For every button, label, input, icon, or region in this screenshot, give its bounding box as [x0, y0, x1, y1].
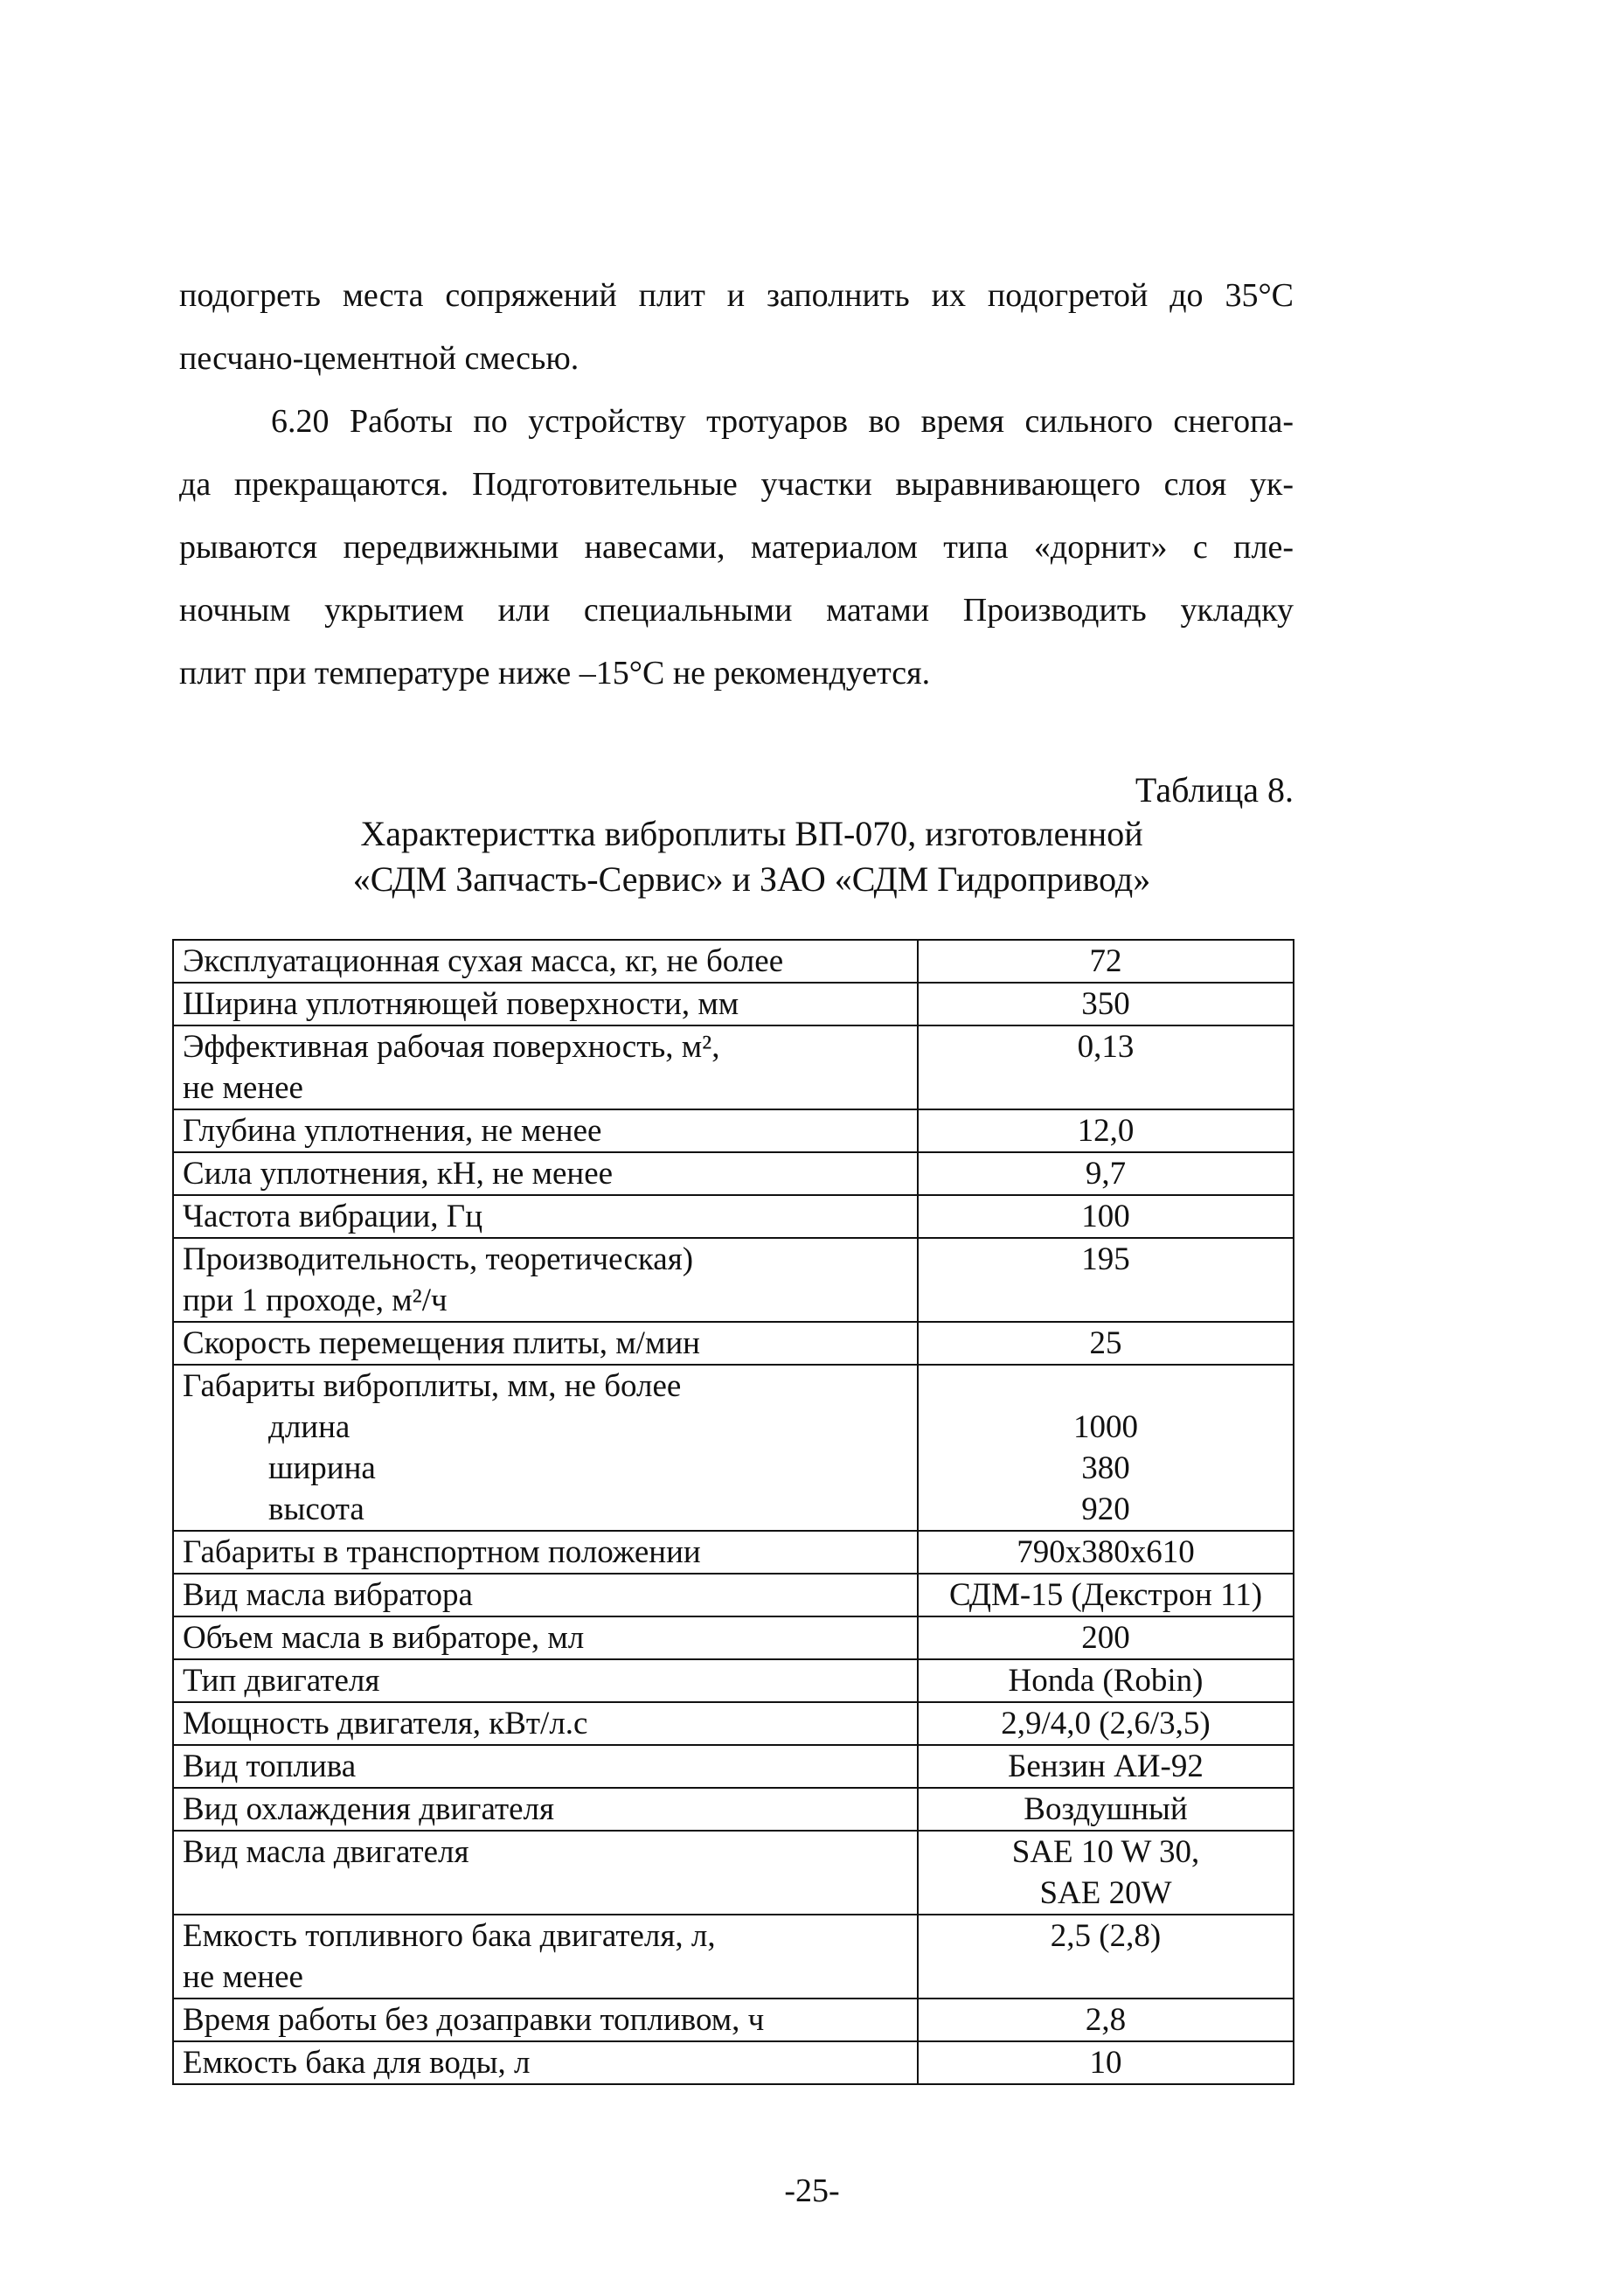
value-cell	[918, 1659, 1294, 1702]
parameter-cell	[173, 1915, 918, 1999]
value-cell	[918, 1616, 1294, 1659]
parameter-text: Емкость топливного бака двигателя, л,	[183, 1918, 716, 1954]
parameter-text: Скорость перемещения плиты, м/мин	[183, 1325, 700, 1361]
parameter-cell	[173, 1238, 918, 1322]
parameter-cell	[173, 1745, 918, 1788]
value-text: 12,0	[1077, 1113, 1135, 1149]
table-row	[173, 1702, 1294, 1745]
parameter-text: Эксплуатационная сухая масса, кг, не более	[183, 943, 784, 979]
parameter-text: Частота вибрации, Гц	[183, 1199, 482, 1234]
parameter-text: при 1 проходе, м²/ч	[183, 1283, 448, 1318]
parameter-cell	[173, 2041, 918, 2084]
page-number: -25-	[784, 2172, 840, 2209]
parameter-subitem: длина	[268, 1409, 350, 1445]
value-cell	[918, 1365, 1294, 1531]
table-row	[173, 1999, 1294, 2041]
parameter-text: Объем масла в вибраторе, мл	[183, 1620, 585, 1656]
table-row	[173, 1365, 1294, 1531]
value-text: 350	[1081, 986, 1130, 1022]
table-row	[173, 1238, 1294, 1322]
value-text: 72	[1089, 943, 1122, 979]
value-text: SAE 20W	[1039, 1875, 1172, 1911]
value-text: 200	[1081, 1620, 1130, 1656]
table-row	[173, 1915, 1294, 1999]
paragraph-continuation	[179, 264, 1294, 390]
value-cell	[918, 2041, 1294, 2084]
parameter-cell	[173, 1152, 918, 1195]
parameter-text: Вид масла вибратора	[183, 1577, 473, 1613]
table-title-line: «СДМ Запчасть-Сервис» и ЗАО «СДМ Гидропривод»	[352, 859, 1151, 899]
parameter-cell	[173, 1109, 918, 1152]
table-row	[173, 1109, 1294, 1152]
table-row	[173, 1574, 1294, 1616]
value-text: СДМ-15 (Декстрон 11)	[948, 1577, 1263, 1613]
table-row	[173, 1152, 1294, 1195]
paragraph-line: подогреть места сопряжений плит и заполнить их подогретой до 35°С	[179, 277, 1294, 314]
parameter-cell	[173, 1616, 918, 1659]
parameter-subitem: ширина	[268, 1450, 376, 1486]
value-text: 1000	[1073, 1409, 1138, 1445]
table-label: Таблица 8.	[1135, 770, 1294, 810]
paragraph-line: ночным укрытием или специальными матами Производить укладку	[179, 592, 1294, 629]
value-text: SAE 10 W 30,	[1011, 1834, 1200, 1870]
parameter-text: не менее	[183, 1070, 303, 1106]
table-title	[262, 811, 1241, 902]
value-cell	[918, 1322, 1294, 1365]
table-row	[173, 1831, 1294, 1915]
table-row	[173, 983, 1294, 1025]
value-text: 920	[1081, 1491, 1130, 1527]
parameter-text: Мощность двигателя, кВт/л.с	[183, 1706, 588, 1741]
paragraph-6-20	[179, 390, 1294, 705]
parameter-text: Емкость бака для воды, л	[183, 2045, 531, 2081]
parameter-cell	[173, 1659, 918, 1702]
value-cell	[918, 1531, 1294, 1574]
value-text: 2,8	[1085, 2002, 1127, 2038]
parameter-text: Тип двигателя	[183, 1663, 380, 1699]
value-text: 100	[1081, 1199, 1130, 1234]
table-row	[173, 1195, 1294, 1238]
paragraph-line: песчано-цементной смесью.	[179, 340, 580, 377]
value-text: Воздушный	[1024, 1791, 1188, 1827]
table-row	[173, 1531, 1294, 1574]
parameter-cell	[173, 1574, 918, 1616]
parameter-cell	[173, 1531, 918, 1574]
parameter-text: не менее	[183, 1959, 303, 1995]
parameter-subitem: высота	[268, 1491, 364, 1527]
value-cell	[918, 1152, 1294, 1195]
value-text: 25	[1089, 1325, 1122, 1361]
table-row	[173, 1659, 1294, 1702]
table-title-line: Характеристтка виброплиты ВП-070, изготовленной	[360, 814, 1143, 853]
parameter-text: Вид охлаждения двигателя	[183, 1791, 555, 1827]
parameter-cell	[173, 940, 918, 983]
table-row	[173, 1616, 1294, 1659]
paragraph-line: плит при температуре ниже –15°С не рекомендуется.	[179, 655, 931, 692]
value-cell	[918, 1195, 1294, 1238]
table-row	[173, 2041, 1294, 2084]
value-cell	[918, 1574, 1294, 1616]
parameter-cell	[173, 1831, 918, 1915]
value-text: 380	[1081, 1450, 1130, 1486]
value-text: 0,13	[1077, 1029, 1135, 1065]
parameter-text: Вид топлива	[183, 1748, 357, 1784]
value-text: 9,7	[1085, 1156, 1127, 1192]
parameter-cell	[173, 1999, 918, 2041]
parameter-text: Габариты в транспортном положении	[183, 1534, 701, 1570]
table-row	[173, 1322, 1294, 1365]
parameter-text: Ширина уплотняющей поверхности, мм	[183, 986, 739, 1022]
value-text: Honda (Robin)	[1008, 1663, 1204, 1699]
paragraph-line: да прекращаются. Подготовительные участки выравнивающего слоя ук-	[179, 466, 1294, 503]
parameter-text: Глубина уплотнения, не менее	[183, 1113, 602, 1149]
value-text: 195	[1081, 1241, 1130, 1277]
value-cell	[918, 1831, 1294, 1915]
spec-table	[172, 939, 1294, 2085]
parameter-cell	[173, 1702, 918, 1745]
parameter-text: Эффективная рабочая поверхность, м²,	[183, 1029, 720, 1065]
parameter-text: Сила уплотнения, кН, не менее	[183, 1156, 614, 1192]
table-row	[173, 940, 1294, 983]
value-text	[927, 1366, 1284, 1407]
value-cell	[918, 1702, 1294, 1745]
parameter-cell	[173, 1322, 918, 1365]
value-text: Бензин АИ-92	[1008, 1748, 1204, 1784]
value-cell	[918, 1238, 1294, 1322]
parameter-cell	[173, 1195, 918, 1238]
paragraph-line: рываются передвижными навесами, материалом типа «дорнит» с пле-	[179, 529, 1294, 566]
parameter-cell	[173, 1025, 918, 1109]
spec-table-body	[173, 940, 1294, 2084]
value-text: 10	[1089, 2045, 1122, 2081]
table-row	[173, 1745, 1294, 1788]
parameter-text: Габариты виброплиты, мм, не более	[183, 1368, 682, 1404]
table-row	[173, 1025, 1294, 1109]
value-text: 2,9/4,0 (2,6/3,5)	[1001, 1706, 1211, 1741]
value-cell	[918, 1025, 1294, 1109]
value-text: 2,5 (2,8)	[1050, 1918, 1162, 1954]
value-cell	[918, 1109, 1294, 1152]
table-row	[173, 1788, 1294, 1831]
parameter-text: Вид масла двигателя	[183, 1834, 469, 1870]
paragraph-line: 6.20 Работы по устройству тротуаров во время сильного снегопа-	[271, 403, 1294, 440]
parameter-text: Время работы без дозаправки топливом, ч	[183, 2002, 765, 2038]
value-cell	[918, 1745, 1294, 1788]
parameter-cell	[173, 1788, 918, 1831]
parameter-cell	[173, 983, 918, 1025]
value-cell	[918, 1788, 1294, 1831]
value-cell	[918, 1999, 1294, 2041]
value-cell	[918, 983, 1294, 1025]
parameter-text: Производительность, теоретическая)	[183, 1241, 694, 1277]
value-cell	[918, 940, 1294, 983]
value-text: 790х380х610	[1017, 1534, 1195, 1570]
parameter-cell	[173, 1365, 918, 1531]
value-cell	[918, 1915, 1294, 1999]
